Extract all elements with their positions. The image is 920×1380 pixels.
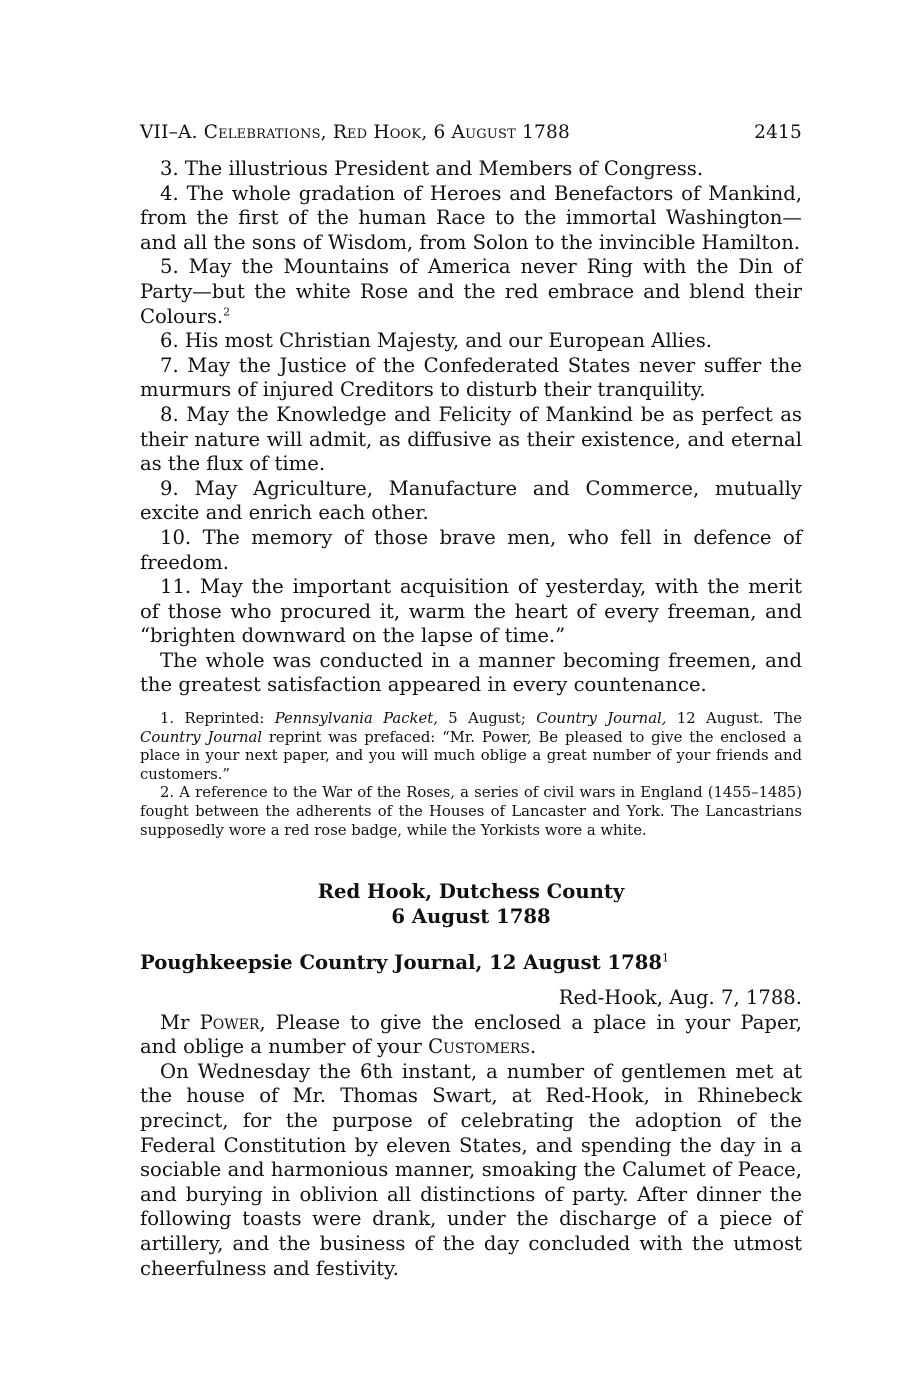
toast-5: 5. May the Mountains of America never Ring with the Din of Party—but the white Rose and the red embrace and blend their Colours.$^2$ [140, 255, 802, 328]
letter-salutation: Mr Power, Please to give the enclosed a place in your Paper, and oblige a number of your Customers. [140, 1010, 802, 1059]
toast-3: 3. The illustrious President and Members of Congress. [160, 157, 704, 180]
toast-8: 8. May the Knowledge and Felicity of Mankind be as perfect as their nature will admit, as diffusive as their existence, and eternal as the flux of time. [140, 402, 802, 476]
footnote-ref-2: 2 [223, 305, 231, 319]
toast-9: 9. May Agriculture, Manufacture and Commerce, mutually excite and enrich each other. [140, 476, 802, 525]
toast-11: 11. May the important acquisition of yesterday, with the merit of those who procured it, warm the heart of every freeman, and “brighten downward on the lapse of time.” [140, 575, 802, 648]
body-paragraph: On Wednesday the 6th instant, a number of gentlemen met at the house of Mr. Thomas Swart, at Red-Hook, in Rhinebeck precinct, for the purpose of celebrating the adoption of the Federal Constitution by eleven States, and spending the day in a sociable and harmonious manner, smoaking the Calumet of Peace, and burying in oblivion all distinctions of party. After dinner the following toasts were drank, under the discharge of a piece of artillery, and the business of the day concluded with the utmost cheerfulness and festivity. [140, 1059, 802, 1280]
toast-4: 4. The whole gradation of Heroes and Benefactors of Mankind, from the first of the human Race to the immortal Washington—and all the sons of Wisdom, from Solon to the invincible Hamilton. [140, 181, 802, 254]
footnote-1: 1. Reprinted: Pennsylvania Packet, 5 August; Country Journal, 12 August. The Country Journal reprint was prefaced: “Mr. Power, Be pleased to give the enclosed a place in your next paper, and you will much oblige a great number of your friends and customers.” [140, 710, 802, 783]
footnote-2: 2. A reference to the War of the Roses, a series of civil wars in England (1455–1485) fought between the adherents of the Houses of Lancaster and York. The Lancastrians supposedly wore a red rose badge, while the Yorkists wore a white. [140, 784, 802, 839]
running-header [140, 122, 802, 143]
running-head-title: VII–A. Celebrations, Red Hook, 6 August 1788 [140, 122, 570, 143]
closing-paragraph: The whole was conducted in a manner becoming freemen, and the greatest satisfaction appeared in every countenance. [140, 648, 802, 697]
footnotes [140, 710, 802, 840]
toast-7: 7. May the Justice of the Confederated States never suffer the murmurs of injured Creditors to disturb their tranquility. [140, 353, 802, 402]
footnote-ref-1: 1 [662, 951, 670, 965]
dateline: Red-Hook, Aug. 7, 1788. [558, 986, 802, 1009]
toast-10: 10. The memory of those brave men, who fell in defence of freedom. [140, 525, 802, 574]
section-title [140, 880, 802, 929]
section-title-line-2: 6 August 1788 [391, 904, 551, 928]
toast-6: 6. His most Christian Majesty, and our European Allies. [160, 329, 712, 353]
section-title-line-1: Red Hook, Dutchess County [317, 880, 625, 904]
page-number: 2415 [754, 122, 802, 143]
source-heading: Poughkeepsie Country Journal, 12 August 1788$^1$ [140, 951, 670, 975]
document-page [140, 122, 802, 1281]
